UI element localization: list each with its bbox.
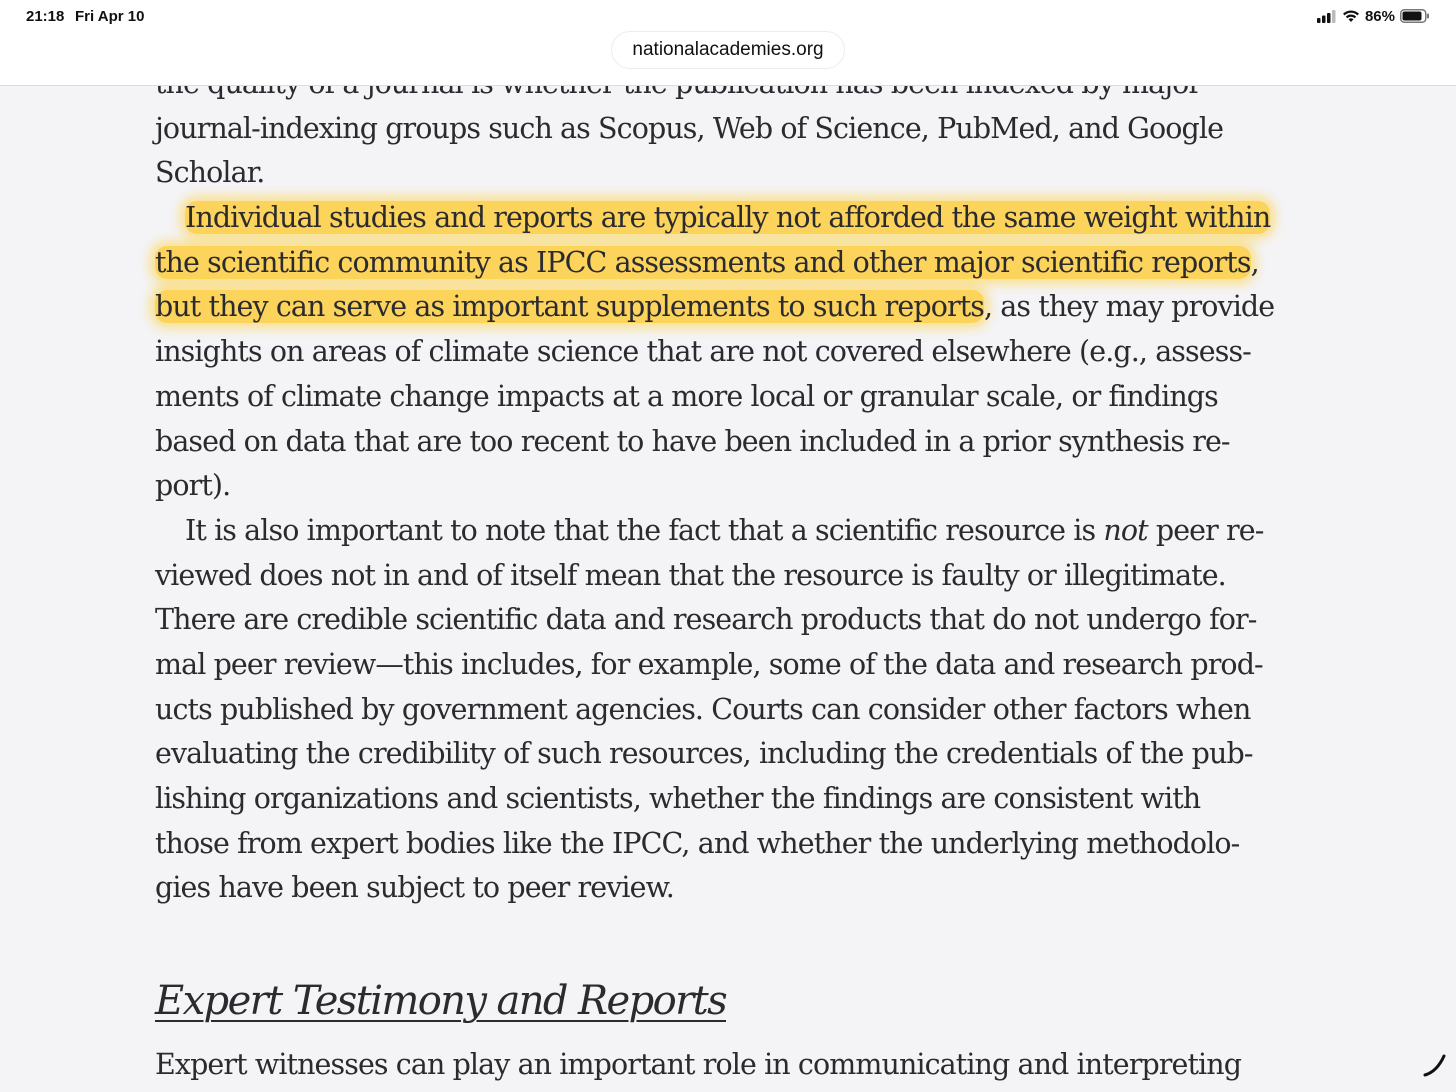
text-line: insights on areas of climate science that are not covered elsewhere (e.g., assess- xyxy=(155,335,1251,369)
status-date: Fri Apr 10 xyxy=(75,8,145,25)
status-time: 21:18 xyxy=(26,8,65,25)
emphasis-text: not xyxy=(1103,513,1148,547)
wifi-icon xyxy=(1342,9,1360,23)
url-text: nationalacademies.org xyxy=(632,39,824,60)
battery-percent: 86% xyxy=(1364,7,1395,25)
highlighted-text[interactable]: the scientific community as IPCC assessments and other major scientific reports xyxy=(155,245,1251,279)
text-line: lishing organizations and scientists, whether the findings are consistent with xyxy=(155,782,1201,815)
browser-top-bar xyxy=(0,0,1456,86)
article-body xyxy=(155,62,1315,911)
text-line: evaluating the credibility of such resources, including the credentials of the pub- xyxy=(155,737,1253,771)
highlighted-text[interactable]: but they can serve as important supplements to such reports xyxy=(155,290,984,324)
text-line: port). xyxy=(155,469,231,503)
text-line: journal-indexing groups such as Scopus, Web of Science, PubMed, and Google xyxy=(155,111,1224,145)
paragraph-3 xyxy=(155,509,1315,911)
text-tail: , as they may provide xyxy=(983,290,1275,324)
battery-icon xyxy=(1400,9,1430,23)
address-bar[interactable] xyxy=(612,32,844,68)
cellular-signal-icon xyxy=(1317,9,1337,23)
text-line: those from expert bodies like the IPCC, and whether the underlying methodolo- xyxy=(155,826,1240,860)
section-heading-link[interactable]: Expert Testimony and Reports xyxy=(155,978,727,1024)
text-line: ments of climate change impacts at a more local or granular scale, or findings xyxy=(155,379,1218,413)
text-line xyxy=(155,285,1315,330)
next-paragraph-line: Expert witnesses can play an important role in communicating and interpreting xyxy=(155,1048,1242,1081)
text-segment: peer re- xyxy=(1147,513,1264,547)
text-line: mal peer review—this includes, for example, some of the data and research prod- xyxy=(155,647,1263,681)
status-indicators xyxy=(1317,6,1430,26)
text-line xyxy=(155,196,1315,241)
highlighted-text[interactable]: Individual studies and reports are typically not afforded the same weight within xyxy=(185,201,1271,235)
text-line: viewed does not in and of itself mean that the resource is faulty or illegitimate. xyxy=(155,558,1226,592)
paragraph-2 xyxy=(155,196,1315,509)
text-segment: It is also important to note that the fact that a scientific resource is xyxy=(185,513,1104,547)
text-line: based on data that are too recent to have been included in a prior synthesis re- xyxy=(155,424,1230,458)
text-tail: , xyxy=(1250,245,1259,279)
text-line: gies have been subject to peer review. xyxy=(155,871,674,905)
text-line xyxy=(155,241,1315,286)
text-line: ucts published by government agencies. Courts can consider other factors when xyxy=(155,692,1251,726)
text-line xyxy=(155,509,1315,554)
pen-tool-icon[interactable] xyxy=(1422,1052,1448,1078)
text-line: Scholar. xyxy=(155,156,265,190)
text-line: There are credible scientific data and research products that do not undergo for- xyxy=(155,603,1257,637)
